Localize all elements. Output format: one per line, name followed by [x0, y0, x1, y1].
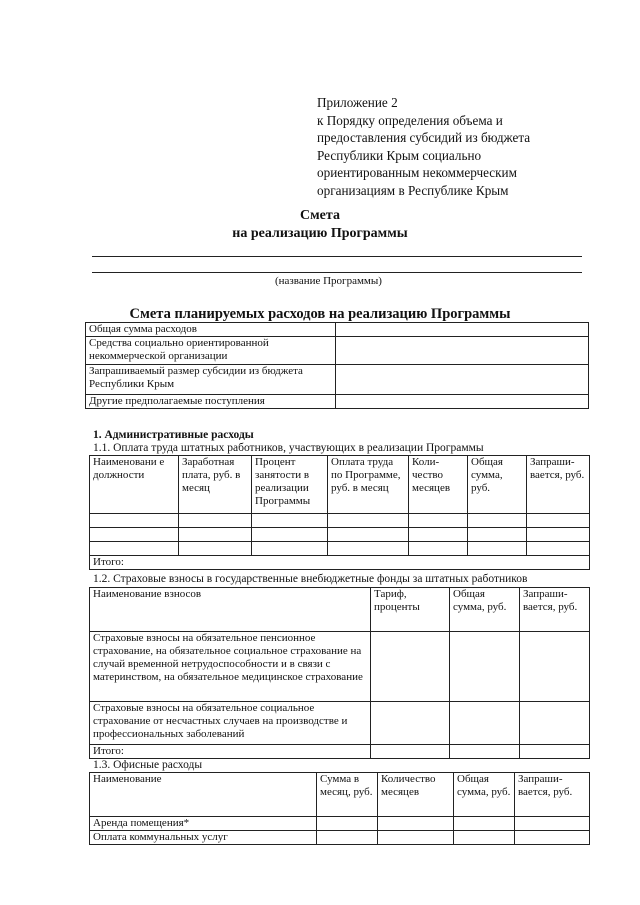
program-name-line-1 — [92, 256, 582, 257]
salary-cell[interactable] — [90, 528, 179, 542]
salary-cell[interactable] — [90, 514, 179, 528]
appendix-line: организациям в Республике Крым — [317, 182, 509, 198]
salary-header: Запраши-вается, руб. — [527, 456, 590, 514]
salary-header: Процент занятости в реализации Программы — [252, 456, 328, 514]
salary-cell[interactable] — [90, 542, 179, 556]
salary-cell[interactable] — [179, 514, 252, 528]
insurance-table — [89, 587, 590, 759]
salary-cell[interactable] — [252, 514, 328, 528]
appendix-line: к Порядку определения объема и — [317, 112, 503, 128]
planned-row-value[interactable] — [336, 323, 589, 337]
insurance-cell[interactable] — [520, 632, 590, 702]
salary-header: Коли-чество месяцев — [409, 456, 468, 514]
insurance-cell[interactable] — [371, 632, 450, 702]
salary-table — [89, 455, 590, 570]
appendix-line: Республики Крым социально — [317, 147, 482, 163]
insurance-cell[interactable] — [371, 702, 450, 745]
office-cell[interactable] — [454, 817, 515, 831]
office-cell[interactable] — [515, 817, 590, 831]
office-cell[interactable] — [454, 831, 515, 845]
salary-cell[interactable] — [179, 528, 252, 542]
appendix-block — [317, 94, 617, 199]
office-cell[interactable] — [378, 831, 454, 845]
salary-cell[interactable] — [252, 528, 328, 542]
salary-cell[interactable] — [468, 514, 527, 528]
office-header: Запраши-вается, руб. — [515, 773, 590, 817]
planned-row-label: Средства социально ориентированной некоммерческой организации — [86, 337, 336, 365]
salary-cell[interactable] — [252, 542, 328, 556]
section-1-1-title: 1.1. Оплата труда штатных работников, участвующих в реализации Программы — [93, 442, 484, 454]
salary-total: Итого: — [90, 556, 590, 570]
salary-cell[interactable] — [468, 542, 527, 556]
office-header: Наименование — [90, 773, 317, 817]
insurance-header: Общая сумма, руб. — [450, 588, 520, 632]
insurance-header: Тариф, проценты — [371, 588, 450, 632]
insurance-header: Запраши-вается, руб. — [520, 588, 590, 632]
program-name-caption: (название Программы) — [275, 275, 382, 287]
office-header: Количество месяцев — [378, 773, 454, 817]
insurance-cell[interactable] — [450, 632, 520, 702]
insurance-row-label: Страховые взносы на обязательное социальное страхование от несчастных случаев на производстве и профессиональных заболеваний — [90, 702, 371, 745]
section-1-heading: 1. Административные расходы — [93, 429, 254, 441]
office-row-label: Оплата коммунальных услуг — [90, 831, 317, 845]
salary-header: Общая сумма, руб. — [468, 456, 527, 514]
insurance-cell[interactable] — [520, 702, 590, 745]
salary-cell[interactable] — [328, 514, 409, 528]
insurance-header: Наименование взносов — [90, 588, 371, 632]
appendix-line: предоставления субсидий из бюджета — [317, 130, 531, 145]
insurance-cell[interactable] — [450, 702, 520, 745]
insurance-row-label: Страховые взносы на обязательное пенсионное страхование, на обязательное социальное страхование на случай временной нетрудоспособности и в связи с материнством, на обязательное медицинское страхование — [90, 632, 371, 702]
salary-cell[interactable] — [409, 514, 468, 528]
salary-cell[interactable] — [468, 528, 527, 542]
salary-header: Наименовани е должности — [90, 456, 179, 514]
salary-cell[interactable] — [328, 542, 409, 556]
office-cell[interactable] — [378, 817, 454, 831]
salary-cell[interactable] — [409, 542, 468, 556]
planned-expenses-table — [85, 322, 589, 409]
salary-cell[interactable] — [527, 528, 590, 542]
salary-cell[interactable] — [328, 528, 409, 542]
appendix-line: ориентированным некоммерческим — [317, 165, 517, 180]
planned-row-label: Запрашиваемый размер субсидии из бюджета Республики Крым — [86, 365, 336, 395]
insurance-cell[interactable] — [520, 745, 590, 759]
office-cell[interactable] — [515, 831, 590, 845]
salary-cell[interactable] — [527, 542, 590, 556]
salary-cell[interactable] — [179, 542, 252, 556]
office-row-label: Аренда помещения* — [90, 817, 317, 831]
appendix-line: Приложение 2 — [317, 95, 398, 110]
office-table — [89, 772, 590, 845]
insurance-cell[interactable] — [371, 745, 450, 759]
section-1-2-title: 1.2. Страховые взносы в государственные внебюджетные фонды за штатных работников — [93, 573, 528, 585]
estimate-subtitle: на реализацию Программы — [232, 226, 408, 241]
estimate-title: Смета — [300, 208, 340, 223]
insurance-total: Итого: — [90, 745, 371, 759]
planned-row-value[interactable] — [336, 365, 589, 395]
office-header: Сумма в месяц, руб. — [317, 773, 378, 817]
salary-header: Заработная плата, руб. в месяц — [179, 456, 252, 514]
salary-header: Оплата труда по Программе, руб. в месяц — [328, 456, 409, 514]
salary-cell[interactable] — [409, 528, 468, 542]
office-cell[interactable] — [317, 831, 378, 845]
insurance-cell[interactable] — [450, 745, 520, 759]
planned-expenses-title: Смета планируемых расходов на реализацию Программы — [129, 306, 511, 322]
planned-row-value[interactable] — [336, 395, 589, 409]
planned-row-label: Другие предполагаемые поступления — [86, 395, 336, 409]
office-cell[interactable] — [317, 817, 378, 831]
section-1-3-title: 1.3. Офисные расходы — [93, 759, 203, 771]
salary-cell[interactable] — [527, 514, 590, 528]
planned-row-value[interactable] — [336, 337, 589, 365]
planned-row-label: Общая сумма расходов — [86, 323, 336, 337]
program-name-line-2 — [92, 272, 582, 273]
office-header: Общая сумма, руб. — [454, 773, 515, 817]
